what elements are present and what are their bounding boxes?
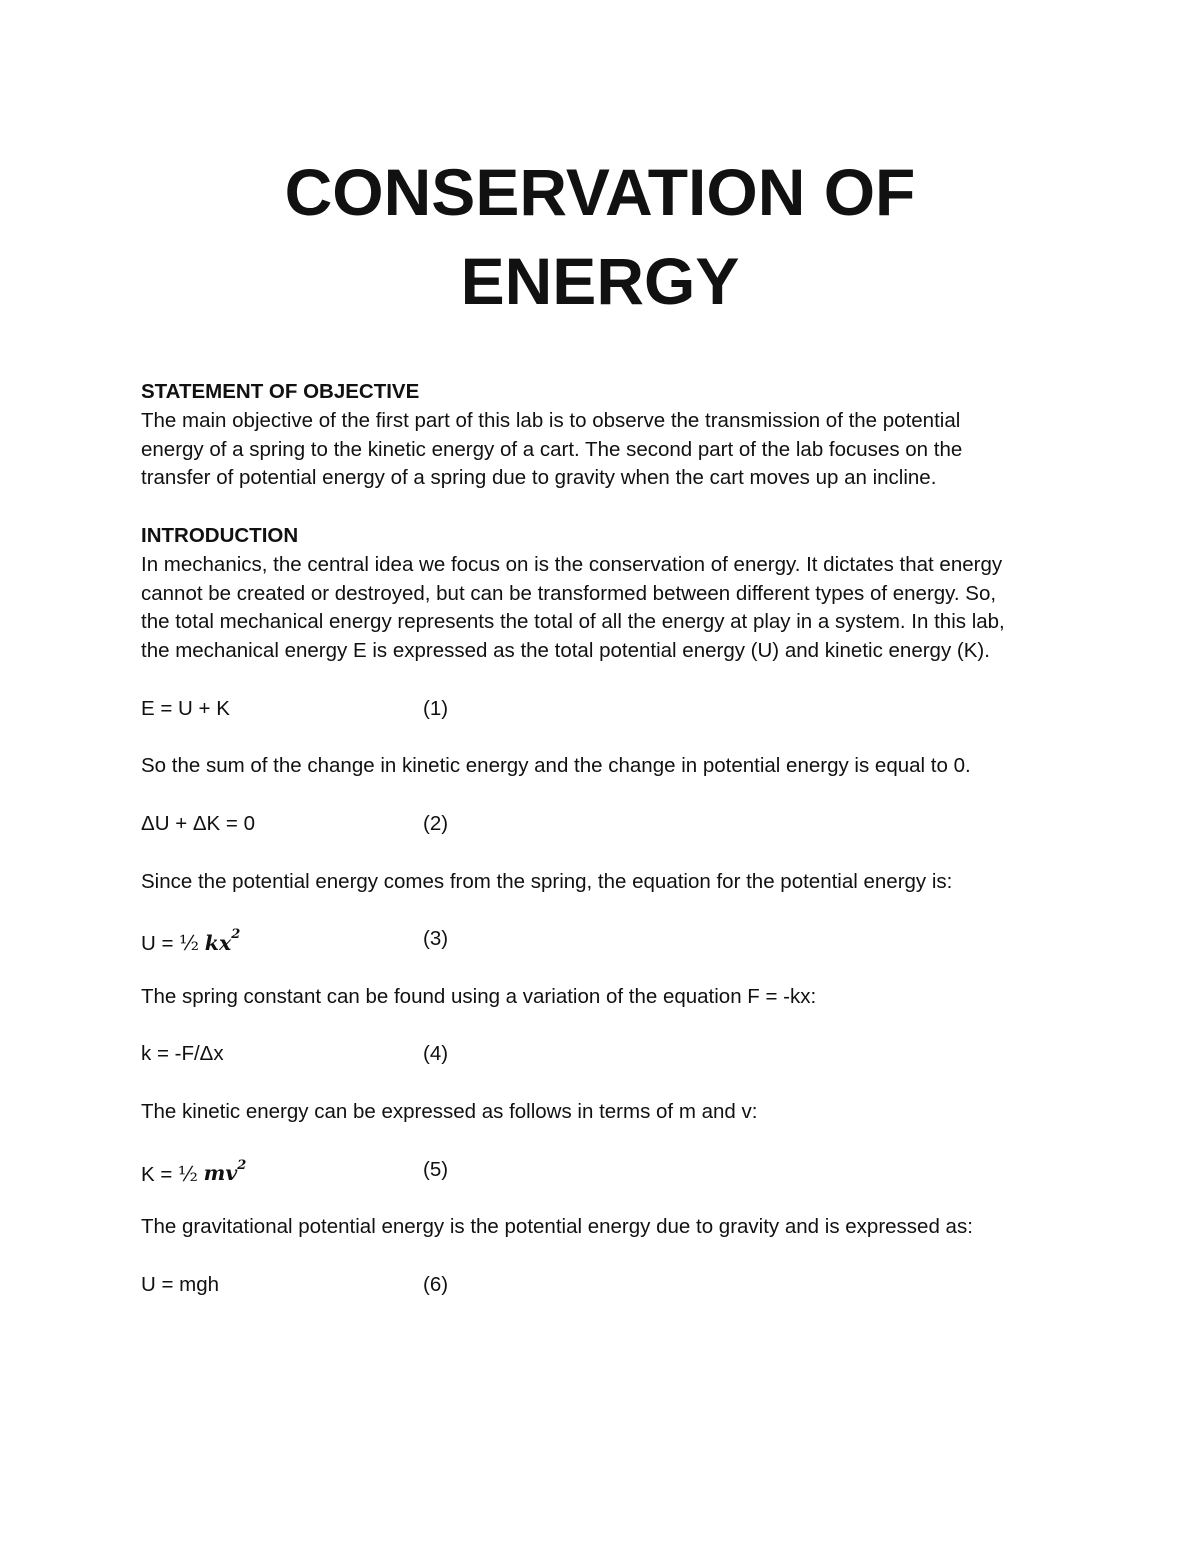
equation-expression: ΔU + ΔK = 0 <box>141 811 255 835</box>
sentence-spring-potential: Since the potential energy comes from the spring, the equation for the potential energy is: <box>141 869 953 893</box>
equation-number: (2) <box>423 811 449 835</box>
objective-line: transfer of potential energy of a spring due to gravity when the cart moves up an incline. <box>141 466 937 490</box>
equation-number: (3) <box>423 927 449 951</box>
document-body <box>141 378 1061 1300</box>
equation-expression: U = mgh <box>141 1272 220 1296</box>
equation-5 <box>141 1156 1061 1185</box>
equation-number: (6) <box>423 1272 449 1296</box>
equation-expression <box>141 1156 246 1190</box>
sentence-kinetic-energy: The kinetic energy can be expressed as follows in terms of m and v: <box>141 1099 758 1123</box>
equation-math <box>203 1157 247 1186</box>
objective-heading: STATEMENT OF OBJECTIVE <box>141 380 420 403</box>
equation-expression: k = -F/Δx <box>141 1042 224 1066</box>
introduction-line: the mechanical energy E is expressed as the total potential energy (U) and kinetic energy (K). <box>141 639 990 663</box>
introduction-line: the total mechanical energy represents the total of all the energy at play in a system. In this lab, <box>141 610 1005 634</box>
equation-exponent: 2 <box>237 1157 247 1173</box>
equation-exponent: 2 <box>231 927 241 943</box>
equation-half: ½ <box>179 930 200 955</box>
sentence-spring-constant: The spring constant can be found using a variation of the equation F = -kx: <box>141 984 817 1008</box>
equation-expression <box>141 925 240 959</box>
objective-line: energy of a spring to the kinetic energy of a cart. The second part of the lab focuses on the <box>141 437 963 461</box>
equation-math-vars: kx <box>204 930 232 955</box>
equation-3 <box>141 925 1061 954</box>
title-line-2: ENERGY <box>460 244 740 318</box>
document-title <box>0 148 1200 326</box>
equation-number: (4) <box>423 1042 449 1066</box>
equation-expression: E = U + K <box>141 696 230 720</box>
objective-line: The main objective of the first part of this lab is to observe the transmission of the potential <box>141 408 961 432</box>
equation-4 <box>141 1040 1061 1069</box>
introduction-heading: INTRODUCTION <box>141 523 299 547</box>
equation-prefix: U = <box>141 931 180 955</box>
sentence-gravitational-potential: The gravitational potential energy is the potential energy due to gravity and is expressed as: <box>141 1215 973 1239</box>
introduction-line: cannot be created or destroyed, but can be transformed between different types of energy. So, <box>141 581 997 605</box>
equation-math <box>204 927 241 955</box>
equation-2 <box>141 810 1061 839</box>
introduction-line: In mechanics, the central idea we focus on is the conservation of energy. It dictates that energy <box>141 552 1003 576</box>
equation-6 <box>141 1271 1061 1300</box>
equation-number: (5) <box>423 1157 449 1181</box>
equation-half: ½ <box>178 1161 198 1186</box>
equation-math-vars: mv <box>203 1161 238 1186</box>
equation-1 <box>141 695 1061 724</box>
title-line-1: CONSERVATION OF <box>284 155 916 229</box>
equation-prefix: K = <box>141 1162 179 1186</box>
equation-number: (1) <box>423 696 449 720</box>
sentence-sum-of-changes: So the sum of the change in kinetic energy and the change in potential energy is equal to 0. <box>141 754 971 778</box>
